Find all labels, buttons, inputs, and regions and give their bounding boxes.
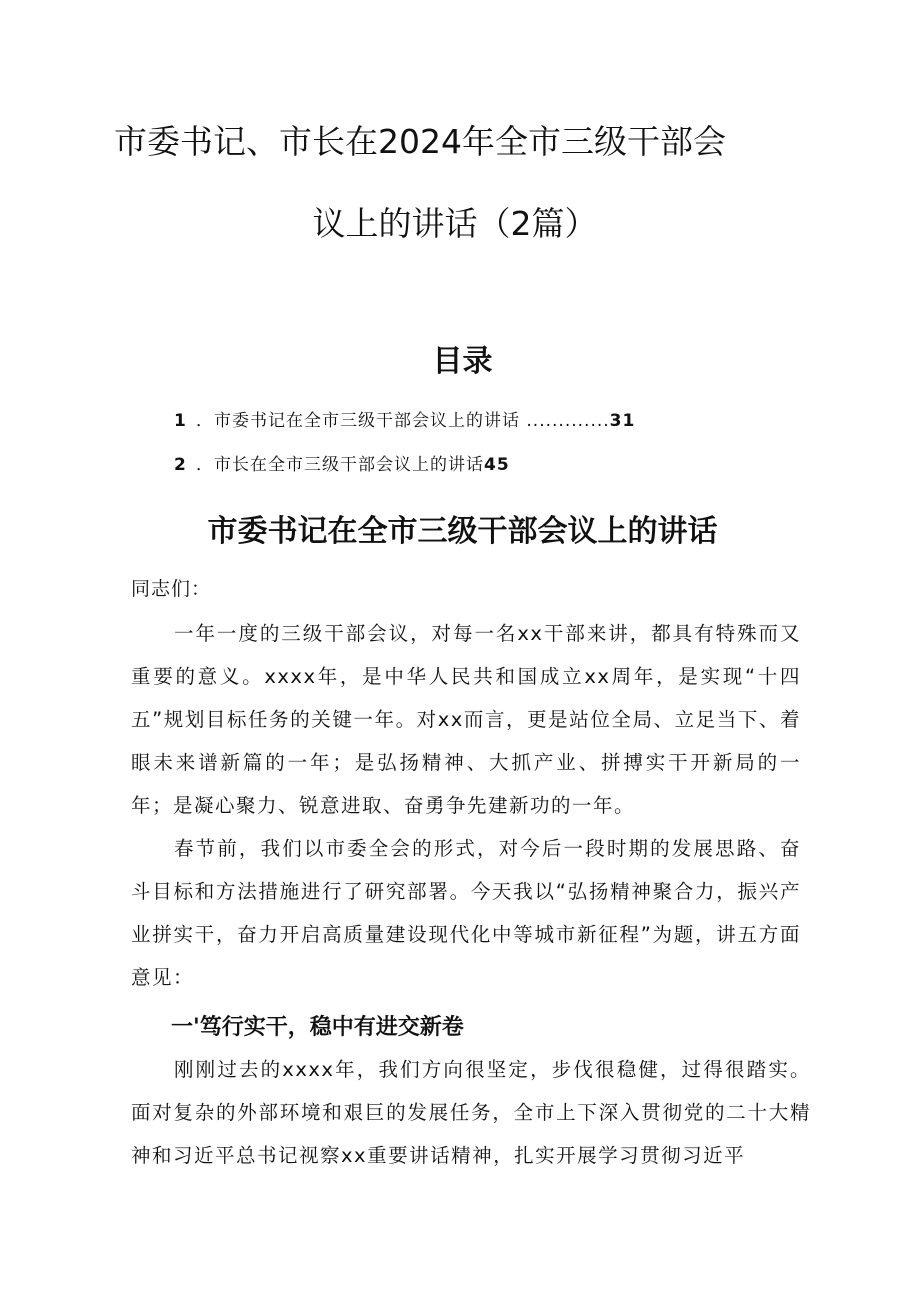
body-paragraph: 刚刚过去的xxxx年，我们方向很坚定，步伐很稳健，过得很踏实。面对复杂的外部环境和艰巨的发展任务，全市上下深入贯彻党的二十大精神和习近平总书记视察xx重要讲话精神，扎实开展学习贯彻习近平 <box>131 1058 811 1167</box>
document-title-line1: 市委书记、市长在2024年全市三级干部会 <box>114 122 726 161</box>
salutation: 同志们： <box>131 578 212 600</box>
toc-item-page: 31 <box>609 411 636 431</box>
toc-item[interactable] <box>174 406 635 431</box>
toc-item-text: ．市委书记在全市三级干部会议上的讲话 ............. <box>196 411 610 431</box>
sub-heading: 一'笃行实干，稳中有进交新卷 <box>171 1015 464 1040</box>
toc-item[interactable] <box>174 450 510 475</box>
toc-item-page: 45 <box>484 455 510 475</box>
toc-item-text: ．市长在全市三级干部会议上的讲话 <box>196 455 484 475</box>
body-paragraph: 一年一度的三级干部会议，对每一名xx干部来讲，都具有特殊而又重要的意义。xxxx年，是中华人民共和国成立xx周年，是实现“十四五”规划目标任务的关键一年。对xx而言，更是站位全局、立足当下、着眼未来谱新篇的一年；是弘扬精神、大抓产业、拼搏实干开新局的一年；是凝心聚力、锐意进取、奋勇争先建新功的一年。 <box>131 622 801 817</box>
body-paragraph: 春节前，我们以市委全会的形式，对今后一段时期的发展思路、奋斗目标和方法措施进行了研究部署。今天我以“弘扬精神聚合力，振兴产业拼实干，奋力开启高质量建设现代化中等城市新征程”为题，讲五方面意见： <box>131 837 801 989</box>
section-title: 市委书记在全市三级干部会议上的讲话 <box>207 514 718 549</box>
toc-heading: 目录 <box>432 344 493 379</box>
toc-item-number: 1 <box>174 411 187 431</box>
toc-item-number: 2 <box>174 455 187 475</box>
document-title-line2: 议上的讲话（2篇） <box>312 204 598 243</box>
